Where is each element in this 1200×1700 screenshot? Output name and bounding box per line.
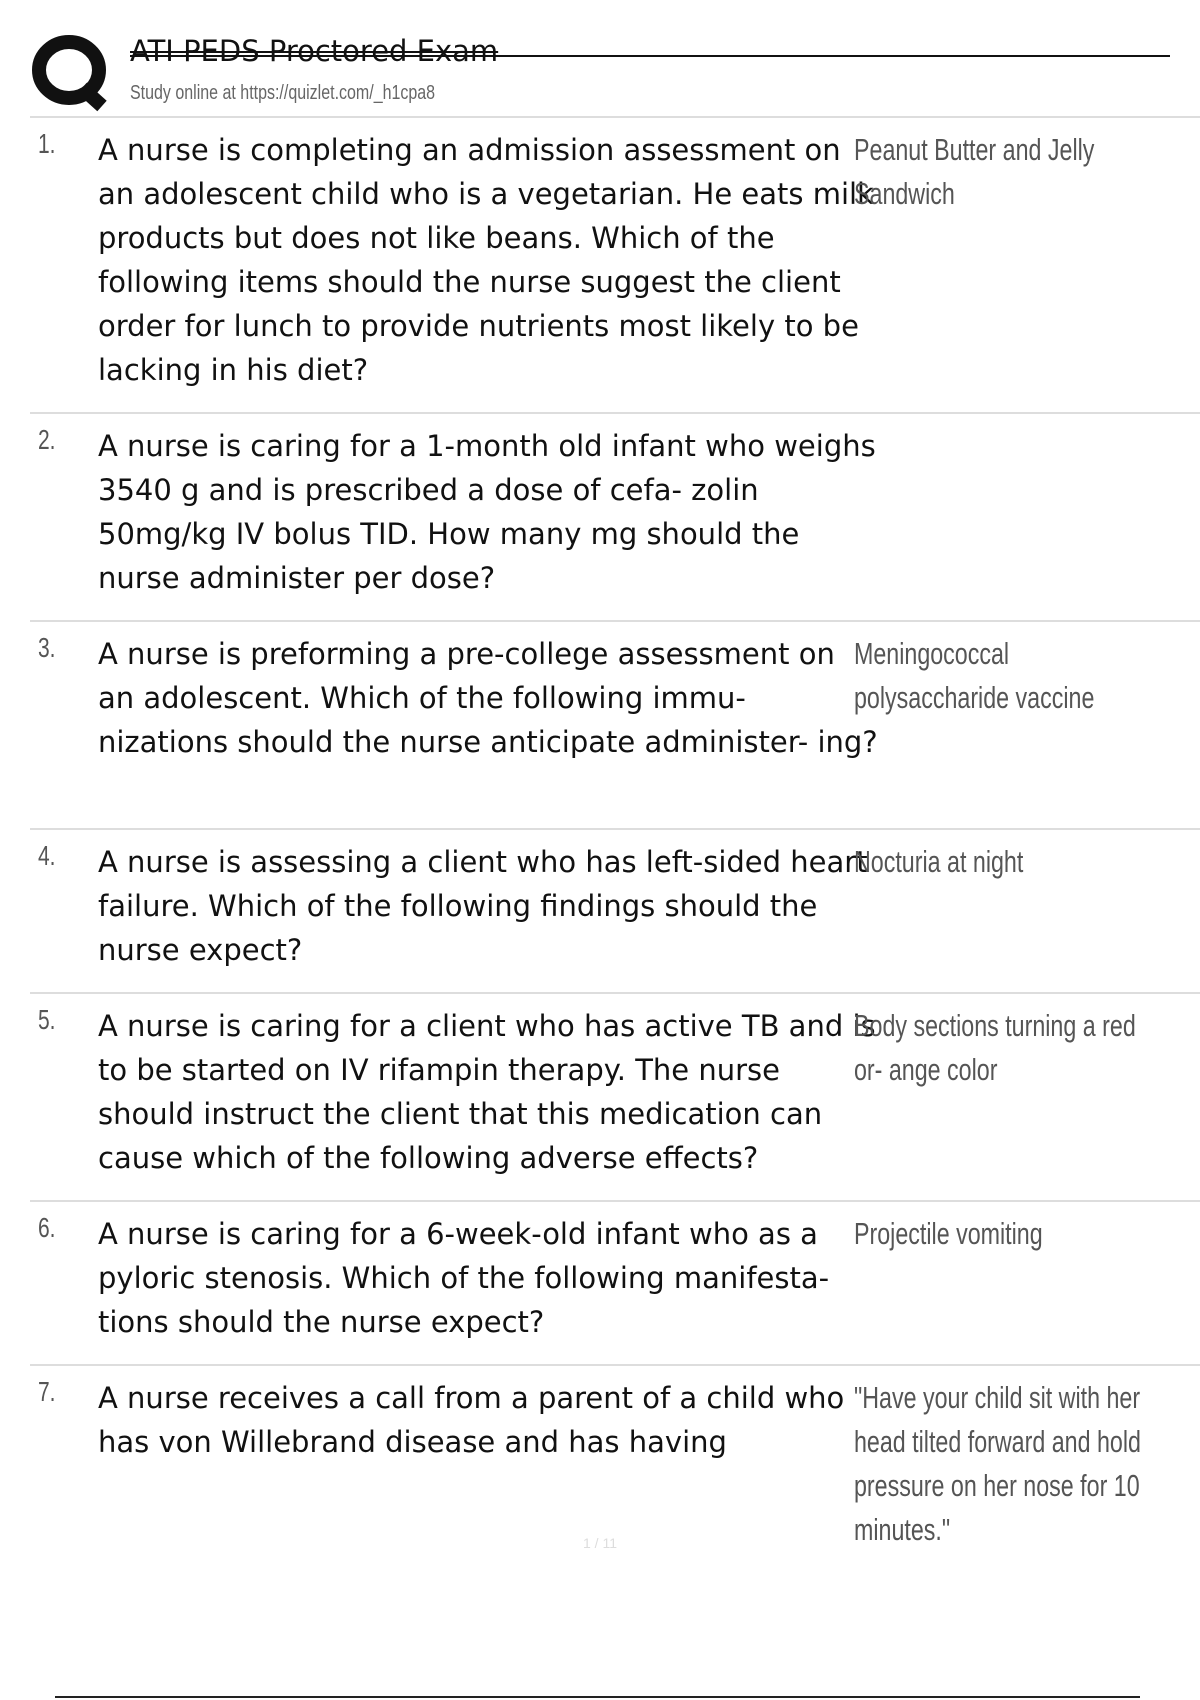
card-answer: Nocturia at night [854,844,1024,879]
quizlet-q-logo-icon [30,30,112,112]
card-question: A nurse is completing an admission assessment on an adolescent child who is a vegetarian. He eats milk products but does not like beans. Which of the following items should the nurse suggest the client order for lunch to provide nutrients most likely to be lacking in his diet? [98,133,874,387]
card-number: 2. [38,424,56,455]
card-question: A nurse is assessing a client who has left-sided heart failure. Which of the following findings should the nurse expect? [98,845,868,967]
card-question: A nurse receives a call from a parent of a child who has von Willebrand disease and has having [98,1381,845,1459]
card-answer: Projectile vomiting [854,1216,1043,1251]
card-answer: Peanut Butter and Jelly Sandwich [854,132,1095,211]
study-online-link[interactable]: Study online at https://quizlet.com/_h1cpa8 [130,82,436,104]
card-number: 5. [38,1004,56,1035]
footer-rule [55,1696,1140,1698]
card-question: A nurse is caring for a 1-month old infant who weighs 3540 g and is prescribed a dose of cefa- zolin 50mg/kg IV bolus TID. How many mg should the nurse administer per dose? [98,429,876,595]
card-number: 4. [38,840,56,871]
card-number: 7. [38,1376,56,1407]
card-answer: "Have your child sit with her head tilted forward and hold pressure on her nose for 10 minutes." [854,1380,1141,1547]
card-answer: Meningococcal polysaccharide vaccine [854,636,1095,715]
flashcard [30,830,1200,994]
card-question: A nurse is caring for a client who has active TB and is to be started on IV rifampin therapy. The nurse should instruct the client that this medication can cause which of the following adverse effects? [98,1009,876,1175]
flashcard [30,414,1200,622]
flashcard [30,1202,1200,1366]
flashcard [30,118,1200,414]
flashcard [30,622,1200,830]
card-answer: Body sections turning a red or- ange color [854,1008,1136,1087]
page-header [30,30,1140,110]
card-number: 1. [38,128,56,159]
card-question: A nurse is caring for a 6-week-old infant who as a pyloric stenosis. Which of the following manifesta- tions should the nurse expect? [98,1217,830,1339]
card-number: 6. [38,1212,56,1243]
flashcard [30,994,1200,1202]
page-number: 1 / 11 [583,1535,617,1551]
card-number: 3. [38,632,56,663]
card-question: A nurse is preforming a pre-college assessment on an adolescent. Which of the following immu- nizations should the nurse anticipate administer- ing? [98,637,878,759]
page-title: ATI PEDS Proctored Exam [130,34,499,68]
